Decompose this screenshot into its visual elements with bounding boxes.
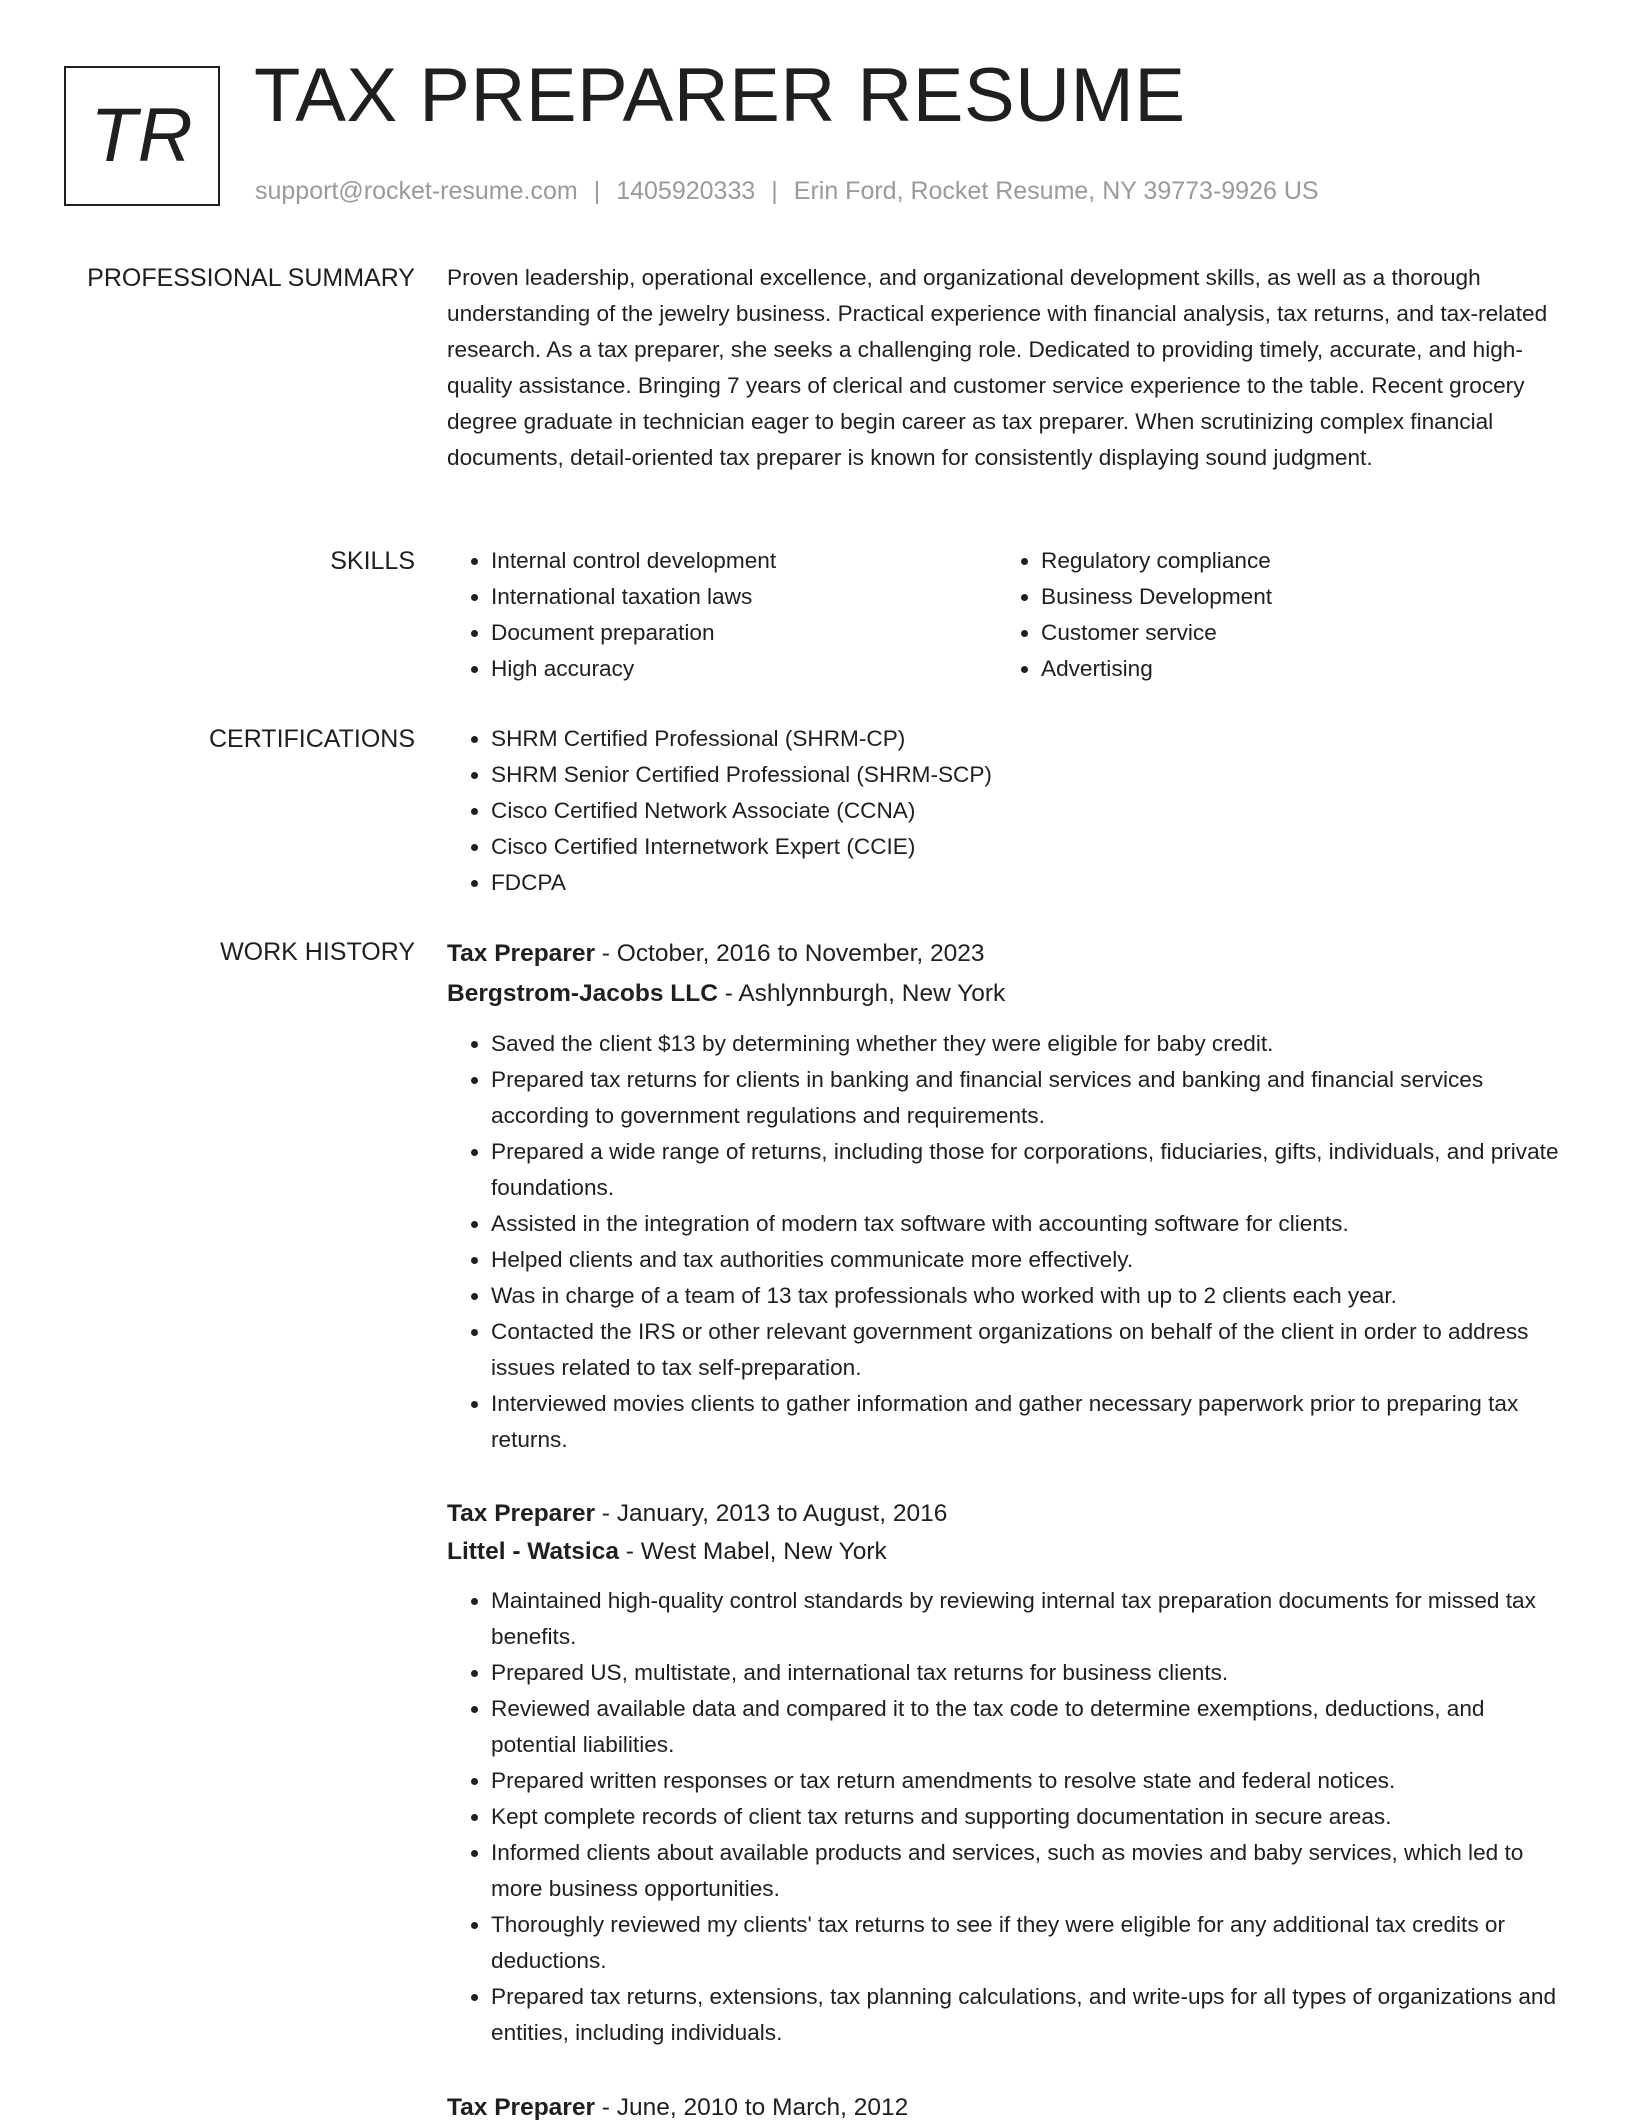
job-duty: • Prepared written responses or tax return amendments to resolve state and federal notices. — [491, 1763, 1569, 1799]
skill-item: • Advertising — [1041, 651, 1547, 687]
skills-list-col2 — [997, 543, 1547, 687]
job-duty: • Saved the client $13 by determining whether they were eligible for baby credit. — [491, 1026, 1569, 1062]
certifications-body — [447, 721, 1569, 901]
job-title: Tax Preparer — [447, 1500, 595, 1527]
job-duty: • Informed clients about available products and services, such as movies and baby services, which led to more business opportunities. — [491, 1835, 1569, 1907]
job-duty: • Helped clients and tax authorities communicate more effectively. — [491, 1242, 1569, 1278]
job-location: - Ashlynnburgh, New York — [717, 980, 1006, 1007]
contact-address: Erin Ford, Rocket Resume, NY 39773-9926 US — [793, 177, 1319, 205]
job-duty: • Prepared tax returns, extensions, tax planning calculations, and write-ups for all types of organizations and entities, including individuals. — [491, 1979, 1569, 2051]
job-entry — [447, 1495, 1569, 2051]
contact-separator: | — [593, 177, 601, 205]
summary-text: Proven leadership, operational excellence, and organizational development skills, as well as a thorough understanding of the jewelry business. Practical experience with financial analysis, tax returns, and tax-related research. As a tax preparer, she seeks a challenging role. Dedicated to providing timely, accurate, and high-quality assistance. Bringing 7 years of clerical and customer service experience to the table. Recent grocery degree graduate in technician eager to begin career as tax preparer. When scrutinizing complex financial documents, detail-oriented tax preparer is known for consistently displaying sound judgment. — [447, 265, 1548, 470]
skill-item: • International taxation laws — [491, 579, 997, 615]
skills-heading: SKILLS — [330, 547, 415, 575]
job-duty: • Prepared a wide range of returns, including those for corporations, fiduciaries, gifts, individuals, and private foundations. — [491, 1134, 1569, 1206]
skills-list-col1 — [447, 543, 997, 687]
job-company-line — [447, 1533, 1569, 1571]
job-title-line — [447, 934, 1569, 974]
work-history-body-2 — [447, 1495, 1569, 2051]
monogram-box — [64, 66, 220, 206]
job-duties-list — [447, 1583, 1569, 2051]
job-duty: • Assisted in the integration of modern tax software with accounting software for clients. — [491, 1206, 1569, 1242]
certification-item: • FDCPA — [491, 865, 1569, 901]
certification-item: • SHRM Certified Professional (SHRM-CP) — [491, 721, 1569, 757]
work-history-body-3 — [447, 2088, 1569, 2128]
work-history-body — [447, 934, 1569, 1458]
job-title: Tax Preparer — [447, 940, 595, 967]
job-entry — [447, 2088, 1569, 2128]
monogram-initials: TR — [90, 93, 194, 178]
certification-item: • Cisco Certified Network Associate (CCNA) — [491, 793, 1569, 829]
skill-item: • Internal control development — [491, 543, 997, 579]
work-history-heading: WORK HISTORY — [220, 938, 415, 966]
job-duty: • Prepared tax returns for clients in banking and financial services and banking and financial services according to government regulations and requirements. — [491, 1062, 1569, 1134]
summary-body — [447, 260, 1569, 476]
job-duty: • Contacted the IRS or other relevant government organizations on behalf of the client in order to address issues related to tax self-preparation. — [491, 1314, 1569, 1386]
certification-item: • SHRM Senior Certified Professional (SHRM-SCP) — [491, 757, 1569, 793]
skill-item: • Business Development — [1041, 579, 1547, 615]
skill-item: • Regulatory compliance — [1041, 543, 1547, 579]
job-dates: - October, 2016 to November, 2023 — [595, 940, 985, 967]
job-company: Littel - Watsica — [447, 1538, 619, 1565]
certifications-heading: CERTIFICATIONS — [208, 725, 415, 753]
job-duty: • Interviewed movies clients to gather information and gather necessary paperwork prior to preparing tax returns. — [491, 1386, 1569, 1458]
job-location: - West Mabel, New York — [618, 1538, 887, 1565]
job-duty: • Thoroughly reviewed my clients' tax returns to see if they were eligible for any additional tax credits or deductions. — [491, 1907, 1569, 1979]
contact-line — [255, 176, 1319, 206]
skills-body — [447, 543, 1569, 687]
job-duty: • Maintained high-quality control standards by reviewing internal tax preparation documents for missed tax benefits. — [491, 1583, 1569, 1655]
contact-phone: 1405920333 — [616, 177, 756, 205]
job-duties-list — [447, 1026, 1569, 1458]
job-title-line — [447, 2088, 1569, 2128]
job-title: Tax Preparer — [447, 2094, 595, 2121]
contact-separator: | — [771, 177, 778, 205]
job-company: Bergstrom-Jacobs LLC — [447, 980, 718, 1007]
job-duty: • Prepared US, multistate, and international tax returns for business clients. — [491, 1655, 1569, 1691]
job-dates: - June, 2010 to March, 2012 — [595, 2094, 909, 2121]
certifications-list — [447, 721, 1569, 901]
job-entry — [447, 934, 1569, 1458]
job-duty: • Reviewed available data and compared it to the tax code to determine exemptions, deductions, and potential liabilities. — [491, 1691, 1569, 1763]
job-company-line — [447, 974, 1569, 1014]
job-duty: • Kept complete records of client tax returns and supporting documentation in secure areas. — [491, 1799, 1569, 1835]
skill-item: • Document preparation — [491, 615, 997, 651]
job-dates: - January, 2013 to August, 2016 — [595, 1500, 948, 1527]
job-title-line — [447, 1495, 1569, 1533]
contact-email: support@rocket-resume.com — [255, 177, 578, 205]
certification-item: • Cisco Certified Internetwork Expert (CCIE) — [491, 829, 1569, 865]
summary-heading: PROFESSIONAL SUMMARY — [87, 264, 415, 292]
skill-item: • High accuracy — [491, 651, 997, 687]
job-duty: • Was in charge of a team of 13 tax professionals who worked with up to 2 clients each year. — [491, 1278, 1569, 1314]
resume-title: TAX PREPARER RESUME — [254, 53, 1186, 138]
skill-item: • Customer service — [1041, 615, 1547, 651]
